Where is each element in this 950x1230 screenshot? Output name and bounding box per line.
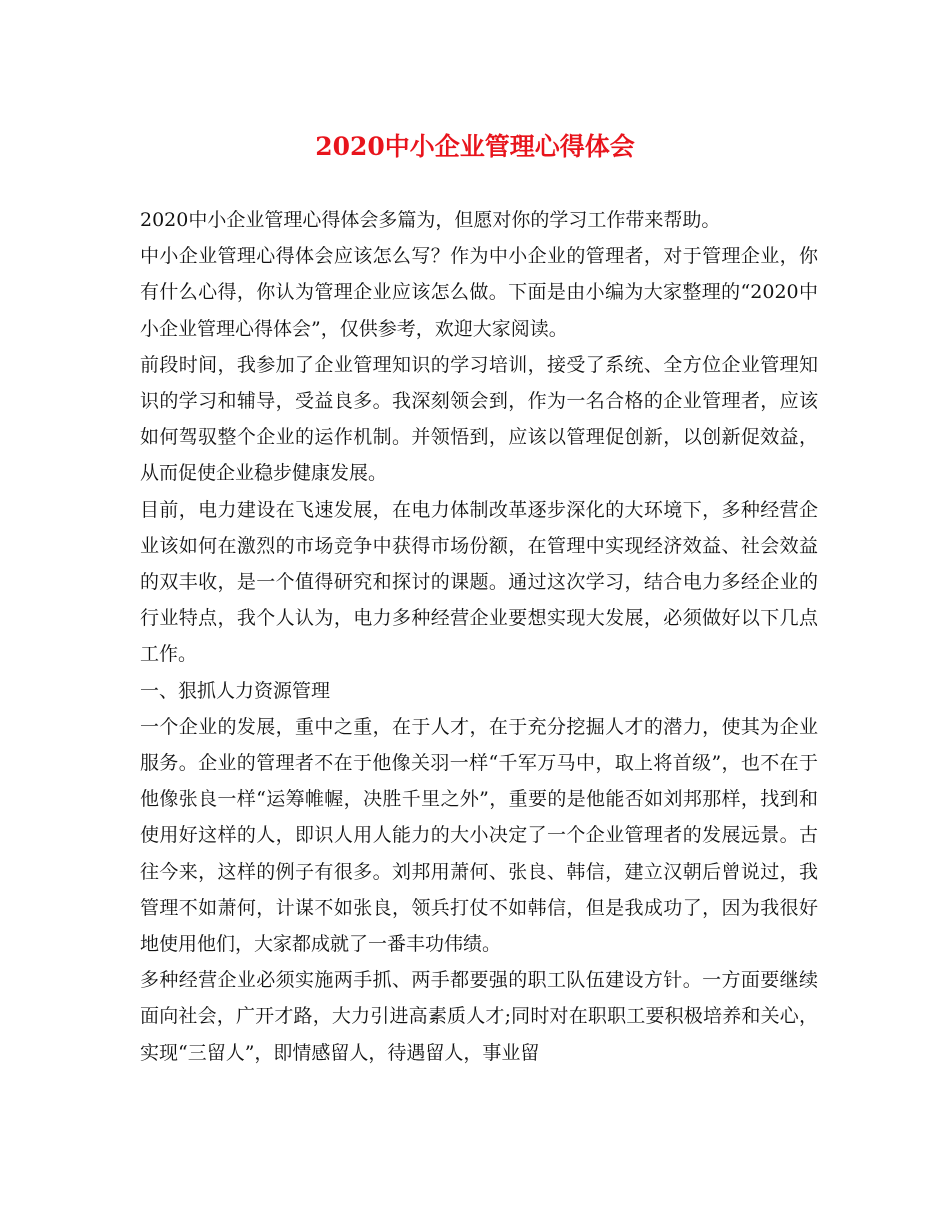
paragraph-workforce: 多种经营企业必须实施两手抓、两手都要强的职工队伍建设方针。一方面要继续面向社会，广开才路，大力引进高素质人才;同时对在职职工要积极培养和关心，实现“三留人”，即情感留人，待遇留人，事业留 — [140, 969, 818, 1064]
document-title: 2020中小企业管理心得体会 — [315, 132, 635, 161]
paragraph-training: 前段时间，我参加了企业管理知识的学习培训，接受了系统、全方位企业管理知识的学习和辅导，受益良多。我深刻领会到，作为一名合格的企业管理者，应该如何驾驭整个企业的运作机制。并领悟到，应该以管理促创新，以创新促效益，从而促使企业稳步健康发展。 — [140, 353, 818, 485]
paragraph-background: 目前，电力建设在飞速发展，在电力体制改革逐步深化的大环境下，多种经营企业该如何在激烈的市场竞争中获得市场份额，在管理中实现经济效益、社会效益的双丰收，是一个值得研究和探讨的课题。通过这次学习，结合电力多经企业的行业特点，我个人认为，电力多种经营企业要想实现大发展，必须做好以下几点工作。 — [140, 498, 818, 666]
paragraph-preface: 中小企业管理心得体会应该怎么写？作为中小企业的管理者，对于管理企业，你有什么心得，你认为管理企业应该怎么做。下面是由小编为大家整理的“2020中小企业管理心得体会”，仅供参考，欢迎大家阅读。 — [140, 245, 818, 340]
document-body — [140, 202, 818, 1071]
paragraph-intro: 2020中小企业管理心得体会多篇为，但愿对你的学习工作带来帮助。 — [140, 209, 721, 231]
paragraph-talent: 一个企业的发展，重中之重，在于人才，在于充分挖掘人才的潜力，使其为企业服务。企业的管理者不在于他像关羽一样“千军万马中，取上将首级”，也不在于他像张良一样“运筹帷幄，决胜千里之外”，重要的是他能否如刘邦那样，找到和使用好这样的人，即识人用人能力的大小决定了一个企业管理者的发展远景。古往今来，这样的例子有很多。刘邦用萧何、张良、韩信，建立汉朝后曾说过，我管理不如萧何，计谋不如张良，领兵打仗不如韩信，但是我成功了，因为我很好地使用他们，大家都成就了一番丰功伟绩。 — [140, 715, 818, 956]
section-heading-hr: 一、狠抓人力资源管理 — [140, 679, 331, 702]
